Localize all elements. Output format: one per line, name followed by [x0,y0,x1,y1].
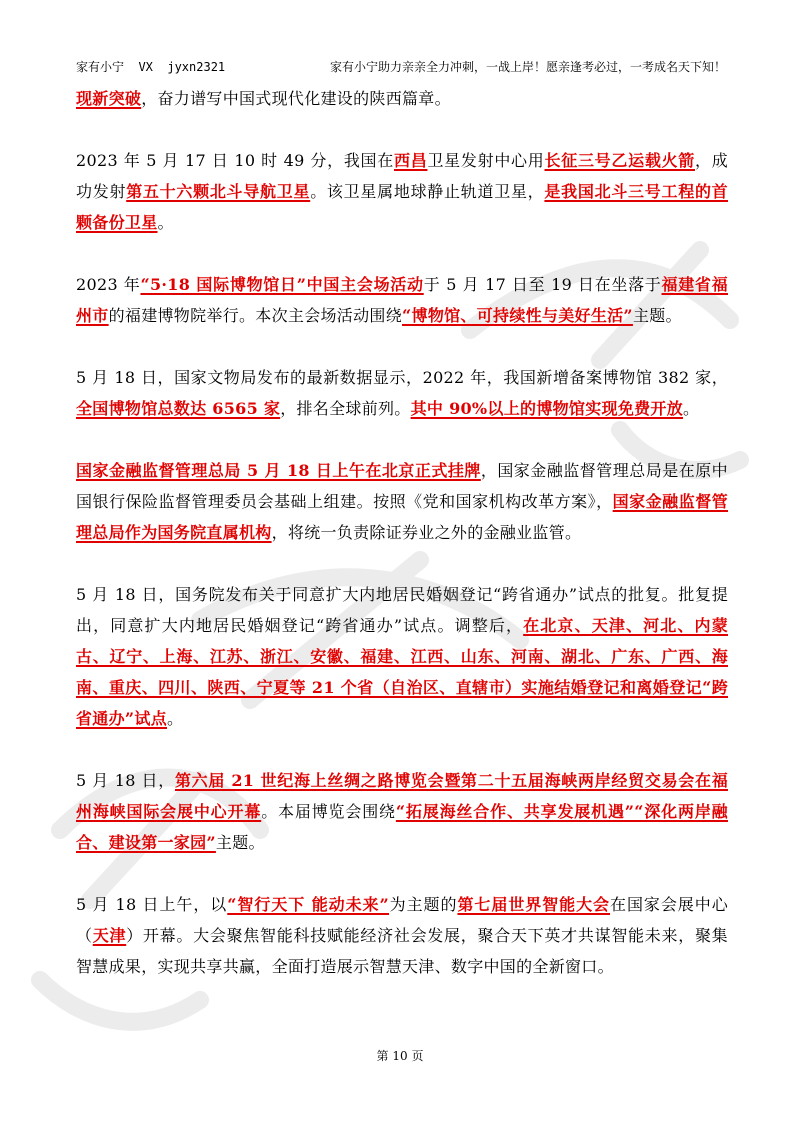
paragraph [76,362,728,424]
paragraph [76,765,728,858]
document-body [76,83,728,1013]
highlighted-text: 长征三号乙运载火箭 [544,151,695,170]
body-text: ）开幕。大会聚焦智能科技赋能经济社会发展，聚合天下英才共谋智能未来，聚集智慧成果，实现共享共赢，全面打造展示智慧天津、数字中国的全新窗口。 [76,926,728,976]
body-text: ，国家金融监督管理总局是在原中国银行保险监督管理委员会基础上组建。按照《党和国家机构改革方案》， [76,461,728,511]
body-text: 。 [167,709,184,728]
body-text: 卫星发射中心用 [427,151,545,170]
body-text: 。 [683,399,700,418]
body-text: 。本届博览会围绕 [261,802,396,821]
highlighted-text: 国家金融监督管理总局 5 月 18 日上午在北京正式挂牌 [76,461,481,480]
paragraph [76,455,728,548]
page-header [76,58,726,76]
paragraph [76,889,728,982]
body-text: 2023 年 [76,275,141,294]
body-text: 于 5 月 17 日至 19 日在坐落于 [423,275,662,294]
body-text: 主题。 [215,833,265,852]
highlighted-text: 第五十六颗北斗导航卫星 [126,182,311,201]
body-text: 。 [157,213,174,232]
body-text: ，成功发射 [76,151,729,201]
body-text: 2023 年 5 月 17 日 10 时 49 分，我国在 [76,151,394,170]
highlighted-text: “博物馆、可持续性与美好生活” [402,306,633,325]
paragraph [76,269,728,331]
highlighted-text: 现新突破 [76,89,142,108]
highlighted-text: 福建省福州市 [76,275,728,325]
body-text: 5 月 18 日， [76,771,175,790]
body-text: 5 月 18 日，国家文物局发布的最新数据显示，2022 年，我国新增备案博物馆 382 家， [76,368,728,387]
paragraph [76,83,728,114]
highlighted-text: “智行天下 能动未来” [227,895,390,914]
highlighted-text: 是我国北斗三号工程的首颗备份卫星 [76,182,728,232]
body-text: 。该卫星属地球静止轨道卫星， [310,182,545,201]
body-text: 5 月 18 日上午，以 [76,895,228,914]
highlighted-text: 国家金融监督管理总局作为国务院直属机构 [76,492,729,542]
highlighted-text: 其中 90%以上的博物馆实现免费开放 [410,399,684,418]
highlighted-text: 在北京、天津、河北、内蒙古、辽宁、上海、江苏、浙江、安徽、福建、江西、山东、河南、湖北、广东、广西、海南、重庆、四川、陕西、宁夏等 21 个省（自治区、直辖市）实施结婚登记和离婚登记“跨省通办”试点 [76,616,728,728]
paragraph [76,145,728,238]
paragraph [76,579,728,734]
body-text: ，将统一负责除证券业之外的金融业监管。 [271,523,582,542]
highlighted-text: 第七届世界智能大会 [457,895,611,914]
highlighted-text: 全国博物馆总数达 6565 家 [76,399,281,418]
body-text: 5 月 18 日，国务院发布关于同意扩大内地居民婚姻登记“跨省通办”试点的批复。批复提出，同意扩大内地居民婚姻登记“跨省通办”试点。调整后， [76,585,728,635]
body-text: 为主题的 [389,895,458,914]
header-left-text: 家有小宁 VX jyxn2321 [76,60,226,74]
body-text: ，奋力谱写中国式现代化建设的陕西篇章。 [141,89,451,108]
body-text: 主题。 [632,306,682,325]
highlighted-text: 第六届 21 世纪海上丝绸之路博览会暨第二十五届海峡两岸经贸交易会在福州海峡国际会展中心开幕 [76,771,728,821]
header-right-text: 家有小宁助力亲亲全力冲刺，一战上岸！愿亲逢考必过，一考成名天下知！ [329,60,726,74]
highlighted-text: “5·18 国际博物馆日”中国主会场活动 [140,275,424,294]
highlighted-text: “拓展海丝合作、共享发展机遇”“深化两岸融合、建设第一家园” [76,802,728,852]
body-text: 在国家会展中心（ [76,895,729,945]
highlighted-text: 天津 [92,926,127,945]
body-text: 的福建博物院举行。本次主会场活动围绕 [108,306,403,325]
body-text: ，排名全球前列。 [280,399,411,418]
highlighted-text: 西昌 [394,151,428,170]
page-number: 第 10 页 [376,1049,424,1063]
